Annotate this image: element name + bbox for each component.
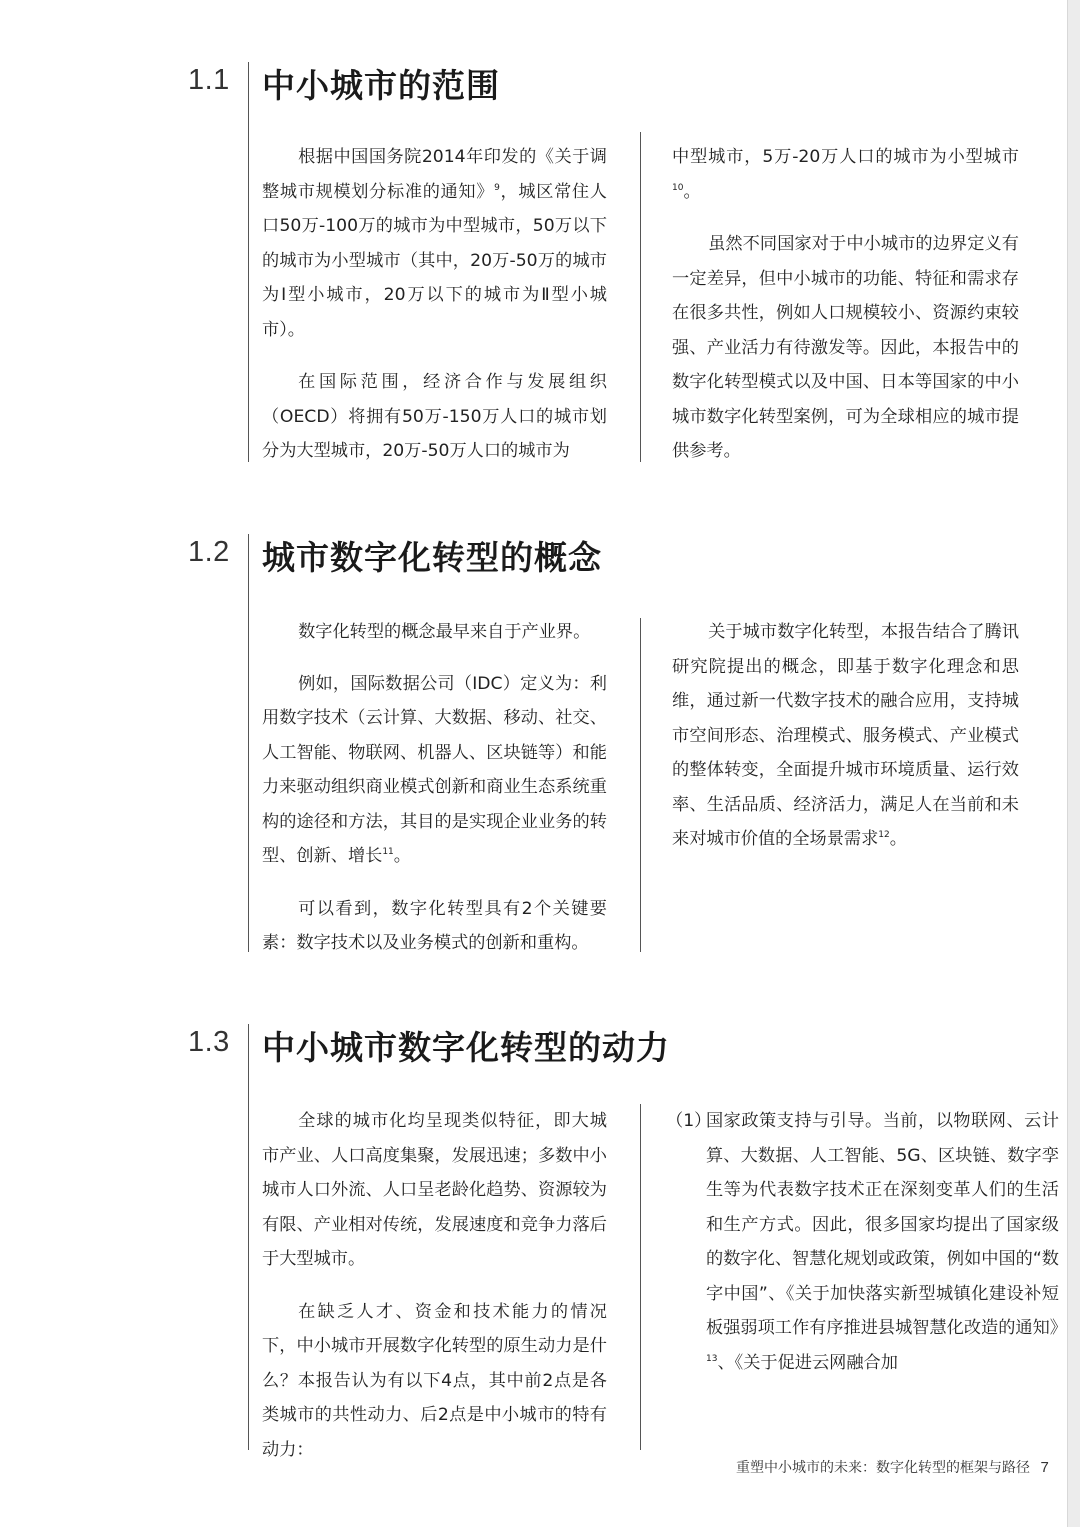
paragraph: 根据中国国务院2014年印发的《关于调整城市规模划分标准的通知》$^9$，城区常住人口50万-100万的城市为中型城市，50万以下的城市为小型城市（其中，20万-50万的城市为Ⅰ型小城市，20万以下的城市为Ⅱ型小城市）。 [262,147,607,340]
paragraph: 全球的城市化均呈现类似特征，即大城市产业、人口高度集聚，发展迅速；多数中小城市人口外流、人口呈老龄化趋势、资源较为有限、产业相对传统，发展速度和竞争力落后于大型城市。 [262,1111,607,1269]
section-title: 城市数字化转型的概念 [262,538,602,577]
paragraph: 虽然不同国家对于中小城市的边界定义有一定差异，但中小城市的功能、特征和需求存在很多共性，例如人口规模较小、资源约束较强、产业活力有待激发等。因此，本报告中的数字化转型模式以及中国、日本等国家的中小城市数字化转型案例，可为全球相应的城市提供参考。 [672,234,1019,461]
page-edge-shadow [1067,0,1080,1527]
paragraph: 国家政策支持与引导。当前，以物联网、云计算、大数据、人工智能、5G、区块链、数字孪生等为代表数字技术正在深刻变革人们的生活和生产方式。因此，很多国家均提出了国家级的数字化、智慧化规划或政策，例如中国的“数字中国”、《关于加快落实新型城镇化建设补短板强弱项工作有序推进县城智慧化改造的通知》$^{13}$、《关于促进云网融合加 [706,1111,1067,1373]
section-title: 中小城市的范围 [262,66,500,105]
section-number: 1.3 [188,1026,230,1058]
paragraph: 数字化转型的概念最早来自于产业界。 [298,622,591,642]
footnote-ref: 10 [672,182,684,193]
footer-title: 重塑中小城市的未来：数字化转型的框架与路径 [736,1460,1030,1476]
paragraph: 可以看到，数字化转型具有2个关键要素：数字技术以及业务模式的创新和重构。 [262,898,607,953]
section-rule [248,1024,249,1450]
page-number: 7 [1040,1459,1049,1476]
section-1-1-right-column [672,140,1019,469]
footnote-ref: 11 [382,847,394,857]
footnote-ref: 13 [706,1353,718,1364]
section-1-2-left-column [262,615,607,961]
section-rule [248,534,249,952]
paragraph: 在缺乏人才、资金和技术能力的情况下，中小城市开展数字化转型的原生动力是什么？本报告认为有以下4点，其中前2点是各类城市的共性动力、后2点是中小城市的特有动力： [262,1301,607,1460]
paragraph: 在国际范围，经济合作与发展组织（OECD）将拥有50万-150万人口的城市划分为大型城市，20万-50万人口的城市为 [262,372,607,461]
section-1-2-right-column [672,615,1019,857]
paragraph: 关于城市数字化转型，本报告结合了腾讯研究院提出的概念，即基于数字化理念和思维，通过新一代数字技术的融合应用，支持城市空间形态、治理模式、服务模式、产业模式的整体转变，全面提升城市环境质量、运行效率、生活品质、经济活力，满足人在当前和未来对城市价值的全场景需求$^{12}$。 [672,622,1019,849]
column-divider [640,1104,641,1450]
section-1-3-left-column [262,1104,607,1467]
paragraph: 中型城市，5万-20万人口的城市为小型城市$^{10}$。 [672,147,1019,202]
column-divider [640,618,641,952]
section-1-1-left-column [262,140,607,469]
list-item [666,1104,1067,1380]
section-number: 1.2 [188,536,230,568]
page-footer [736,1457,1049,1477]
column-divider [640,132,641,462]
footnote-ref: 12 [878,830,890,840]
paragraph: 例如，国际数据公司（IDC）定义为：利用数字技术（云计算、大数据、移动、社交、人工智能、物联网、机器人、区块链等）和能力来驱动组织商业模式创新和商业生态系统重构的途径和方法，其目的是实现企业业务的转型、创新、增长$^{11}$。 [262,673,607,866]
section-rule [248,62,249,462]
section-number: 1.1 [188,64,230,96]
footnote-ref: 9 [494,182,500,193]
section-1-3-right-column [666,1104,1067,1380]
list-item-number: （1） [666,1111,712,1131]
section-title: 中小城市数字化转型的动力 [262,1028,670,1067]
